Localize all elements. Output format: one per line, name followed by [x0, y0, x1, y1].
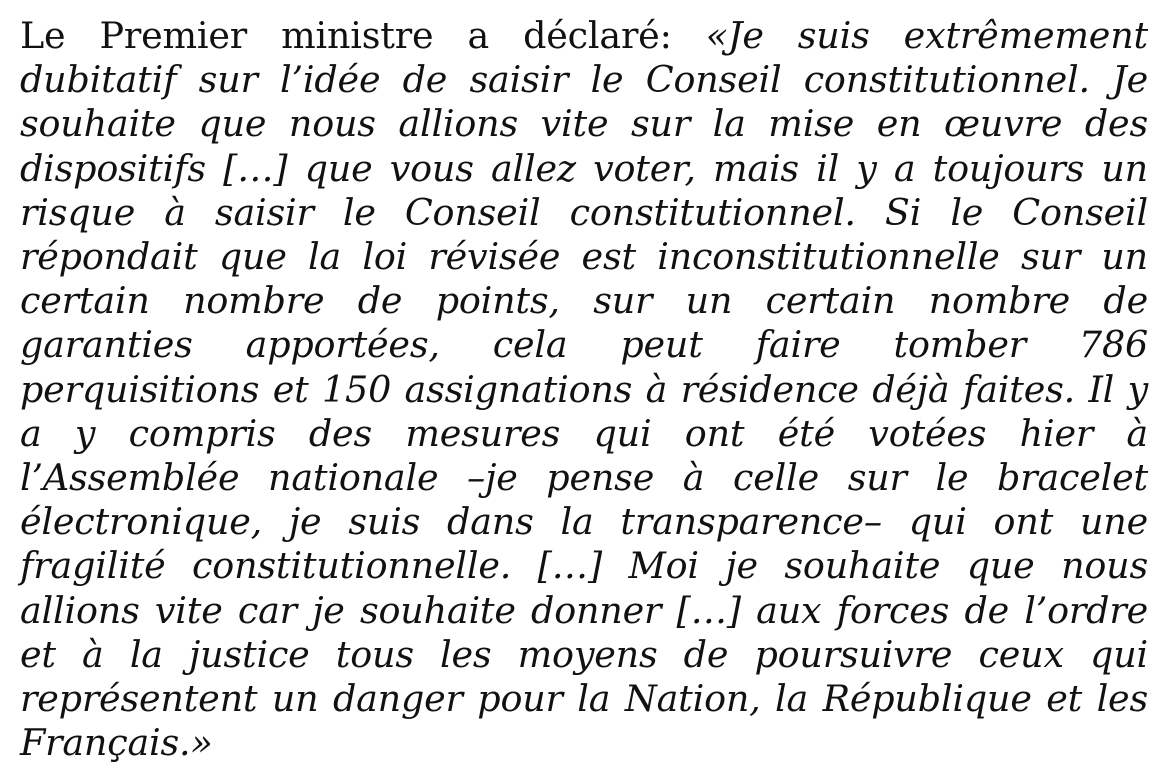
quote-paragraph: [20, 14, 1148, 765]
quoted-statement: «Je suis extrêmement dubitatif sur l’idée de saisir le Conseil constitutionnel. Je souhaite que nous allions vite sur la mise en œuvre des dispositifs […] que vous allez voter, mais il y a toujours un risque à saisir le Conseil constitutionnel. Si le Conseil répondait que la loi révisée est inconstitutionnelle sur un certain nombre de points, sur un certain nombre de garanties apportées, cela peut faire tomber 786 perquisitions et 150 assignations à résidence déjà faites. Il y a y compris des mesures qui ont été votées hier à l’Assemblée nationale –je pense à celle sur le bracelet électronique, je suis dans la transparence– qui ont une fragilité constitutionnelle. […] Moi je souhaite que nous allions vite car je souhaite donner […] aux forces de l’ordre et à la justice tous les moyens de poursuivre ceux qui représentent un danger pour la Nation, la République et les Français.»: [20, 14, 1148, 765]
intro-text: Le Premier ministre a déclaré:: [20, 14, 706, 57]
